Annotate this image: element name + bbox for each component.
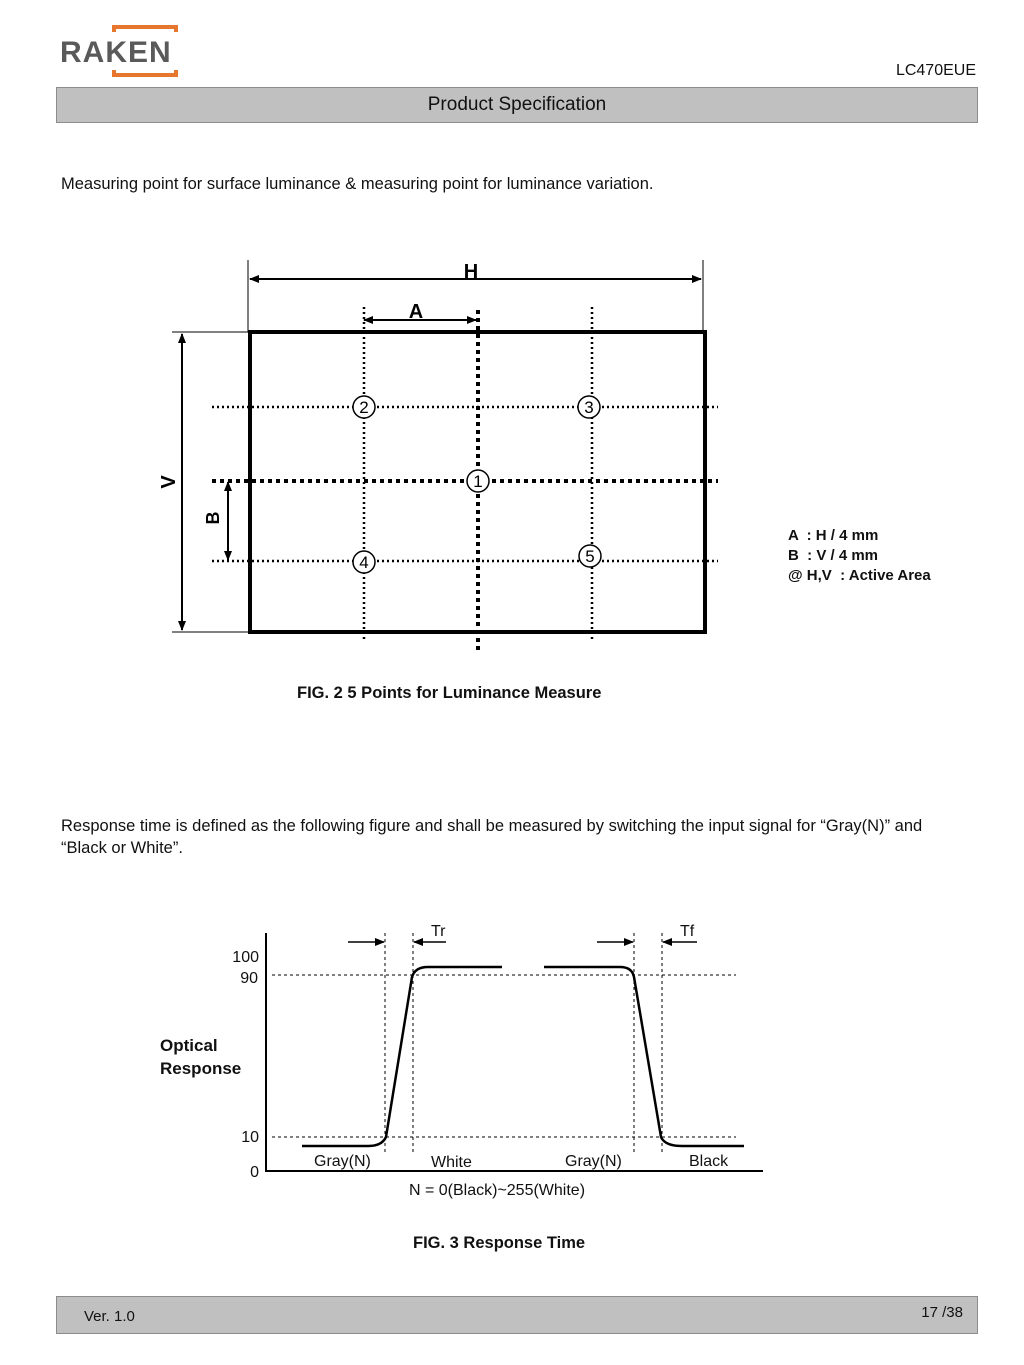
x-axis-label: N = 0(Black)~255(White) bbox=[408, 1182, 586, 1199]
page-number: 17 /38 bbox=[921, 1304, 963, 1321]
tf-label: Tf bbox=[680, 923, 695, 940]
fall-curve bbox=[544, 967, 744, 1146]
y-label-line1: Optical bbox=[160, 1036, 218, 1055]
page-title: Product Specification bbox=[427, 94, 607, 115]
figure2-caption: FIG. 2 5 Points for Luminance Measure bbox=[297, 684, 602, 702]
a-label: A bbox=[408, 301, 424, 323]
tr-label: Tr bbox=[431, 923, 446, 940]
svg-text:1: 1 bbox=[473, 472, 483, 491]
segment-white: White bbox=[431, 1154, 472, 1171]
version-label: Ver. 1.0 bbox=[84, 1308, 135, 1325]
svg-text:2: 2 bbox=[359, 398, 369, 417]
model-number: LC470EUE bbox=[895, 62, 976, 79]
v-label: V bbox=[158, 475, 180, 489]
y-label-line2: Response bbox=[160, 1059, 242, 1078]
figure2-notes bbox=[788, 526, 931, 586]
point-5 bbox=[579, 545, 601, 567]
footer-bar bbox=[56, 1296, 978, 1334]
rise-curve bbox=[302, 967, 502, 1146]
svg-text:0: 0 bbox=[250, 1164, 259, 1181]
h-label: H bbox=[463, 261, 479, 283]
svg-text:90: 90 bbox=[240, 970, 258, 987]
note-b: B : V / 4 mm bbox=[788, 547, 879, 564]
svg-text:RAKEN: RAKEN bbox=[60, 36, 172, 69]
section2-intro: Response time is defined as the following figure and shall be measured by switching the input signal for “Gray(N)” and “Black or White”. bbox=[61, 817, 923, 857]
point-2 bbox=[353, 396, 375, 418]
point-4 bbox=[353, 551, 375, 573]
b-label: B bbox=[203, 511, 223, 525]
point-1 bbox=[467, 470, 489, 492]
figure3-caption: FIG. 3 Response Time bbox=[413, 1234, 586, 1252]
svg-text:10: 10 bbox=[241, 1129, 259, 1146]
response-time-diagram bbox=[0, 900, 1024, 1220]
note-active-area: @ H,V : Active Area bbox=[788, 567, 931, 584]
segment-black: Black bbox=[689, 1153, 729, 1170]
svg-text:3: 3 bbox=[584, 398, 594, 417]
svg-text:100: 100 bbox=[232, 949, 259, 966]
segment-gray-1: Gray(N) bbox=[314, 1153, 371, 1170]
segment-gray-2: Gray(N) bbox=[565, 1153, 622, 1170]
section1-intro: Measuring point for surface luminance & measuring point for luminance variation. bbox=[61, 175, 654, 193]
svg-text:5: 5 bbox=[585, 547, 595, 566]
point-3 bbox=[578, 396, 600, 418]
svg-text:4: 4 bbox=[359, 553, 369, 572]
note-a: A : H / 4 mm bbox=[788, 527, 879, 544]
